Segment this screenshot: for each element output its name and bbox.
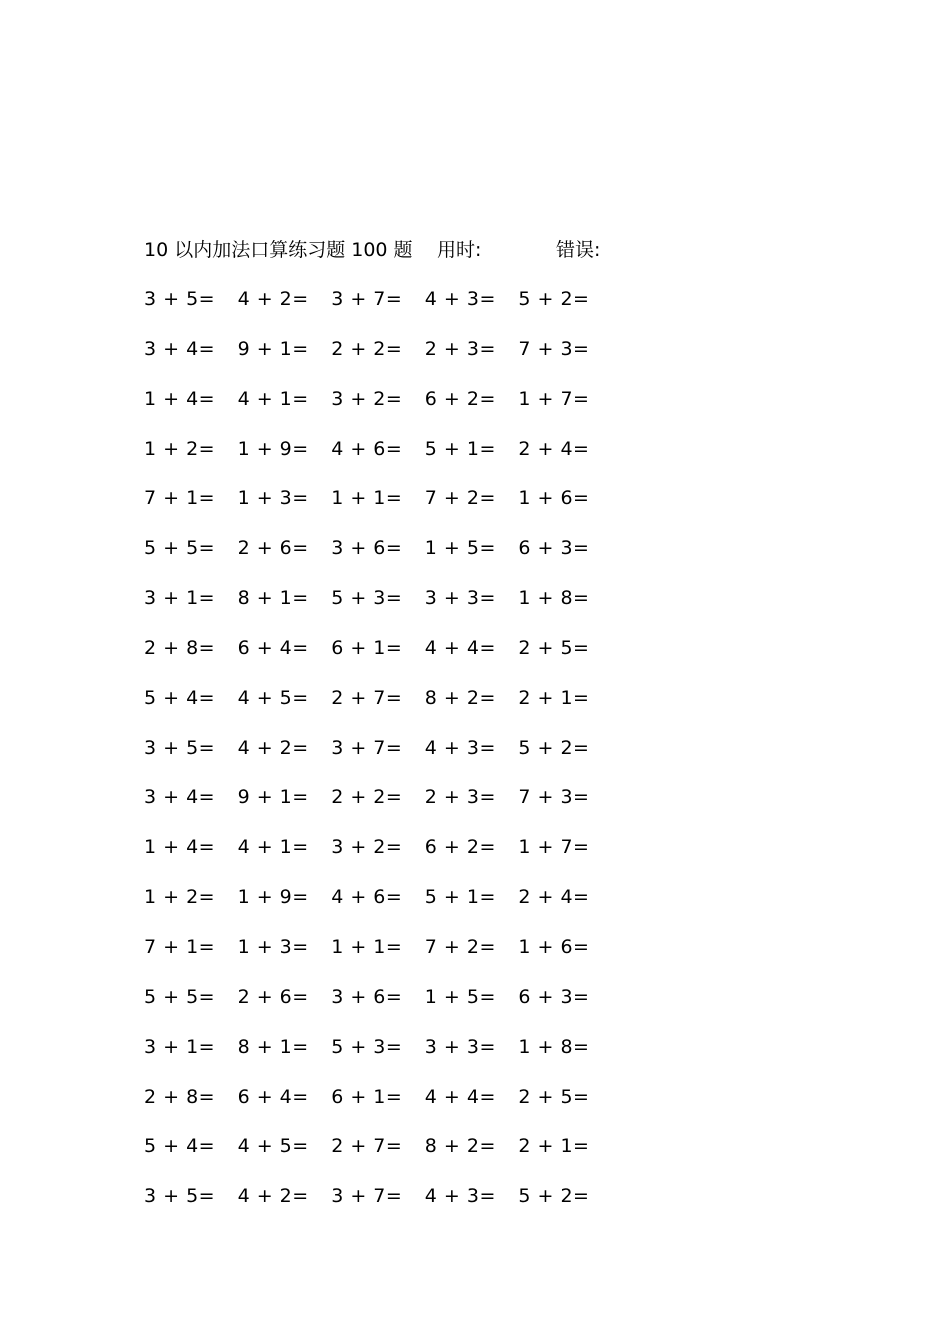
addition-problem: 1 + 1= bbox=[331, 487, 403, 510]
problem-row bbox=[144, 883, 624, 933]
addition-problem: 7 + 2= bbox=[424, 935, 496, 958]
addition-problem: 3 + 1= bbox=[144, 587, 216, 610]
addition-problem: 1 + 6= bbox=[518, 935, 590, 958]
addition-problem: 4 + 2= bbox=[237, 288, 309, 310]
addition-problem: 5 + 1= bbox=[424, 886, 496, 909]
addition-problem: 2 + 4= bbox=[518, 886, 590, 909]
addition-problem: 1 + 6= bbox=[518, 487, 590, 510]
addition-problem: 5 + 3= bbox=[331, 1035, 403, 1058]
addition-problem: 2 + 6= bbox=[237, 985, 309, 1008]
addition-problem: 2 + 1= bbox=[518, 686, 590, 709]
problem-row bbox=[144, 484, 624, 534]
addition-problem: 2 + 8= bbox=[144, 1085, 216, 1108]
problem-row bbox=[144, 285, 624, 335]
worksheet-title: 10 以内加法口算练习题 100 题 bbox=[144, 239, 413, 261]
addition-problem: 8 + 1= bbox=[237, 1035, 309, 1058]
addition-problem: 4 + 6= bbox=[331, 437, 403, 460]
addition-problem: 4 + 2= bbox=[237, 736, 309, 759]
problem-row bbox=[144, 534, 624, 584]
addition-problem: 5 + 4= bbox=[144, 1135, 216, 1158]
addition-problem: 4 + 2= bbox=[237, 1185, 309, 1208]
addition-problem: 2 + 4= bbox=[518, 437, 590, 460]
addition-problem: 4 + 5= bbox=[237, 1135, 309, 1158]
problem-row bbox=[144, 385, 624, 435]
addition-problem: 1 + 7= bbox=[518, 387, 590, 410]
addition-problem: 5 + 2= bbox=[518, 736, 590, 759]
addition-problem: 6 + 1= bbox=[331, 1085, 403, 1108]
problem-row bbox=[144, 983, 624, 1033]
addition-problem: 4 + 1= bbox=[237, 836, 309, 859]
addition-problem: 3 + 5= bbox=[144, 736, 216, 759]
addition-problem: 6 + 2= bbox=[424, 836, 496, 859]
addition-problem: 1 + 8= bbox=[518, 587, 590, 610]
addition-problem: 6 + 3= bbox=[518, 537, 590, 560]
addition-problem: 1 + 3= bbox=[237, 935, 309, 958]
addition-problem: 3 + 3= bbox=[424, 587, 496, 610]
addition-problem: 6 + 1= bbox=[331, 636, 403, 659]
addition-problem: 3 + 3= bbox=[424, 1035, 496, 1058]
addition-problem: 7 + 3= bbox=[518, 786, 590, 809]
addition-problem: 8 + 2= bbox=[424, 686, 496, 709]
problem-row bbox=[144, 634, 624, 684]
addition-problem: 3 + 1= bbox=[144, 1035, 216, 1058]
problem-row bbox=[144, 335, 624, 385]
addition-problem: 4 + 3= bbox=[424, 1185, 496, 1208]
addition-problem: 4 + 3= bbox=[424, 288, 496, 310]
error-count-label: 错误: bbox=[556, 239, 601, 261]
addition-problem: 8 + 1= bbox=[237, 587, 309, 610]
addition-problem: 1 + 5= bbox=[424, 537, 496, 560]
addition-problem: 1 + 2= bbox=[144, 886, 216, 909]
addition-problem: 8 + 2= bbox=[424, 1135, 496, 1158]
problem-row bbox=[144, 1033, 624, 1083]
addition-problem: 2 + 3= bbox=[424, 786, 496, 809]
addition-problem: 1 + 9= bbox=[237, 886, 309, 909]
addition-problem: 2 + 7= bbox=[331, 686, 403, 709]
addition-problem: 4 + 6= bbox=[331, 886, 403, 909]
addition-problem: 5 + 3= bbox=[331, 587, 403, 610]
addition-problem: 4 + 1= bbox=[237, 387, 309, 410]
addition-problem: 9 + 1= bbox=[237, 337, 309, 360]
addition-problem: 2 + 5= bbox=[518, 1085, 590, 1108]
addition-problem: 3 + 6= bbox=[331, 985, 403, 1008]
addition-problem: 4 + 5= bbox=[237, 686, 309, 709]
problem-row bbox=[144, 435, 624, 485]
addition-problem: 1 + 2= bbox=[144, 437, 216, 460]
addition-problem: 1 + 9= bbox=[237, 437, 309, 460]
problem-grid bbox=[144, 285, 624, 1232]
addition-problem: 4 + 3= bbox=[424, 736, 496, 759]
addition-problem: 1 + 8= bbox=[518, 1035, 590, 1058]
addition-problem: 2 + 5= bbox=[518, 636, 590, 659]
problem-row bbox=[144, 783, 624, 833]
problem-row bbox=[144, 1132, 624, 1182]
addition-problem: 5 + 5= bbox=[144, 985, 216, 1008]
problem-row bbox=[144, 1182, 624, 1232]
addition-problem: 4 + 4= bbox=[424, 636, 496, 659]
addition-problem: 6 + 4= bbox=[237, 636, 309, 659]
addition-problem: 2 + 2= bbox=[331, 786, 403, 809]
addition-problem: 3 + 4= bbox=[144, 337, 216, 360]
addition-problem: 1 + 4= bbox=[144, 836, 216, 859]
addition-problem: 3 + 6= bbox=[331, 537, 403, 560]
addition-problem: 5 + 1= bbox=[424, 437, 496, 460]
problem-row bbox=[144, 734, 624, 784]
addition-problem: 1 + 5= bbox=[424, 985, 496, 1008]
addition-problem: 1 + 1= bbox=[331, 935, 403, 958]
addition-problem: 5 + 5= bbox=[144, 537, 216, 560]
addition-problem: 2 + 8= bbox=[144, 636, 216, 659]
addition-problem: 5 + 2= bbox=[518, 1185, 590, 1208]
addition-problem: 3 + 4= bbox=[144, 786, 216, 809]
addition-problem: 1 + 4= bbox=[144, 387, 216, 410]
addition-problem: 2 + 2= bbox=[331, 337, 403, 360]
addition-problem: 3 + 5= bbox=[144, 288, 216, 310]
problem-row bbox=[144, 684, 624, 734]
problem-row bbox=[144, 584, 624, 634]
addition-problem: 6 + 3= bbox=[518, 985, 590, 1008]
time-used-label: 用时: bbox=[437, 239, 482, 261]
addition-problem: 2 + 6= bbox=[237, 537, 309, 560]
addition-problem: 3 + 7= bbox=[331, 1185, 403, 1208]
addition-problem: 5 + 4= bbox=[144, 686, 216, 709]
addition-problem: 1 + 3= bbox=[237, 487, 309, 510]
addition-problem: 5 + 2= bbox=[518, 288, 590, 310]
addition-problem: 2 + 3= bbox=[424, 337, 496, 360]
addition-problem: 2 + 7= bbox=[331, 1135, 403, 1158]
addition-problem: 9 + 1= bbox=[237, 786, 309, 809]
problem-row bbox=[144, 933, 624, 983]
addition-problem: 4 + 4= bbox=[424, 1085, 496, 1108]
addition-problem: 7 + 1= bbox=[144, 487, 216, 510]
addition-problem: 3 + 7= bbox=[331, 736, 403, 759]
addition-problem: 3 + 7= bbox=[331, 288, 403, 310]
addition-problem: 7 + 3= bbox=[518, 337, 590, 360]
addition-problem: 7 + 1= bbox=[144, 935, 216, 958]
problem-row bbox=[144, 1083, 624, 1133]
addition-problem: 3 + 2= bbox=[331, 836, 403, 859]
worksheet-header bbox=[144, 236, 664, 264]
addition-problem: 6 + 4= bbox=[237, 1085, 309, 1108]
addition-problem: 7 + 2= bbox=[424, 487, 496, 510]
addition-problem: 2 + 1= bbox=[518, 1135, 590, 1158]
addition-problem: 3 + 2= bbox=[331, 387, 403, 410]
addition-problem: 1 + 7= bbox=[518, 836, 590, 859]
addition-problem: 3 + 5= bbox=[144, 1185, 216, 1208]
problem-row bbox=[144, 833, 624, 883]
addition-problem: 6 + 2= bbox=[424, 387, 496, 410]
